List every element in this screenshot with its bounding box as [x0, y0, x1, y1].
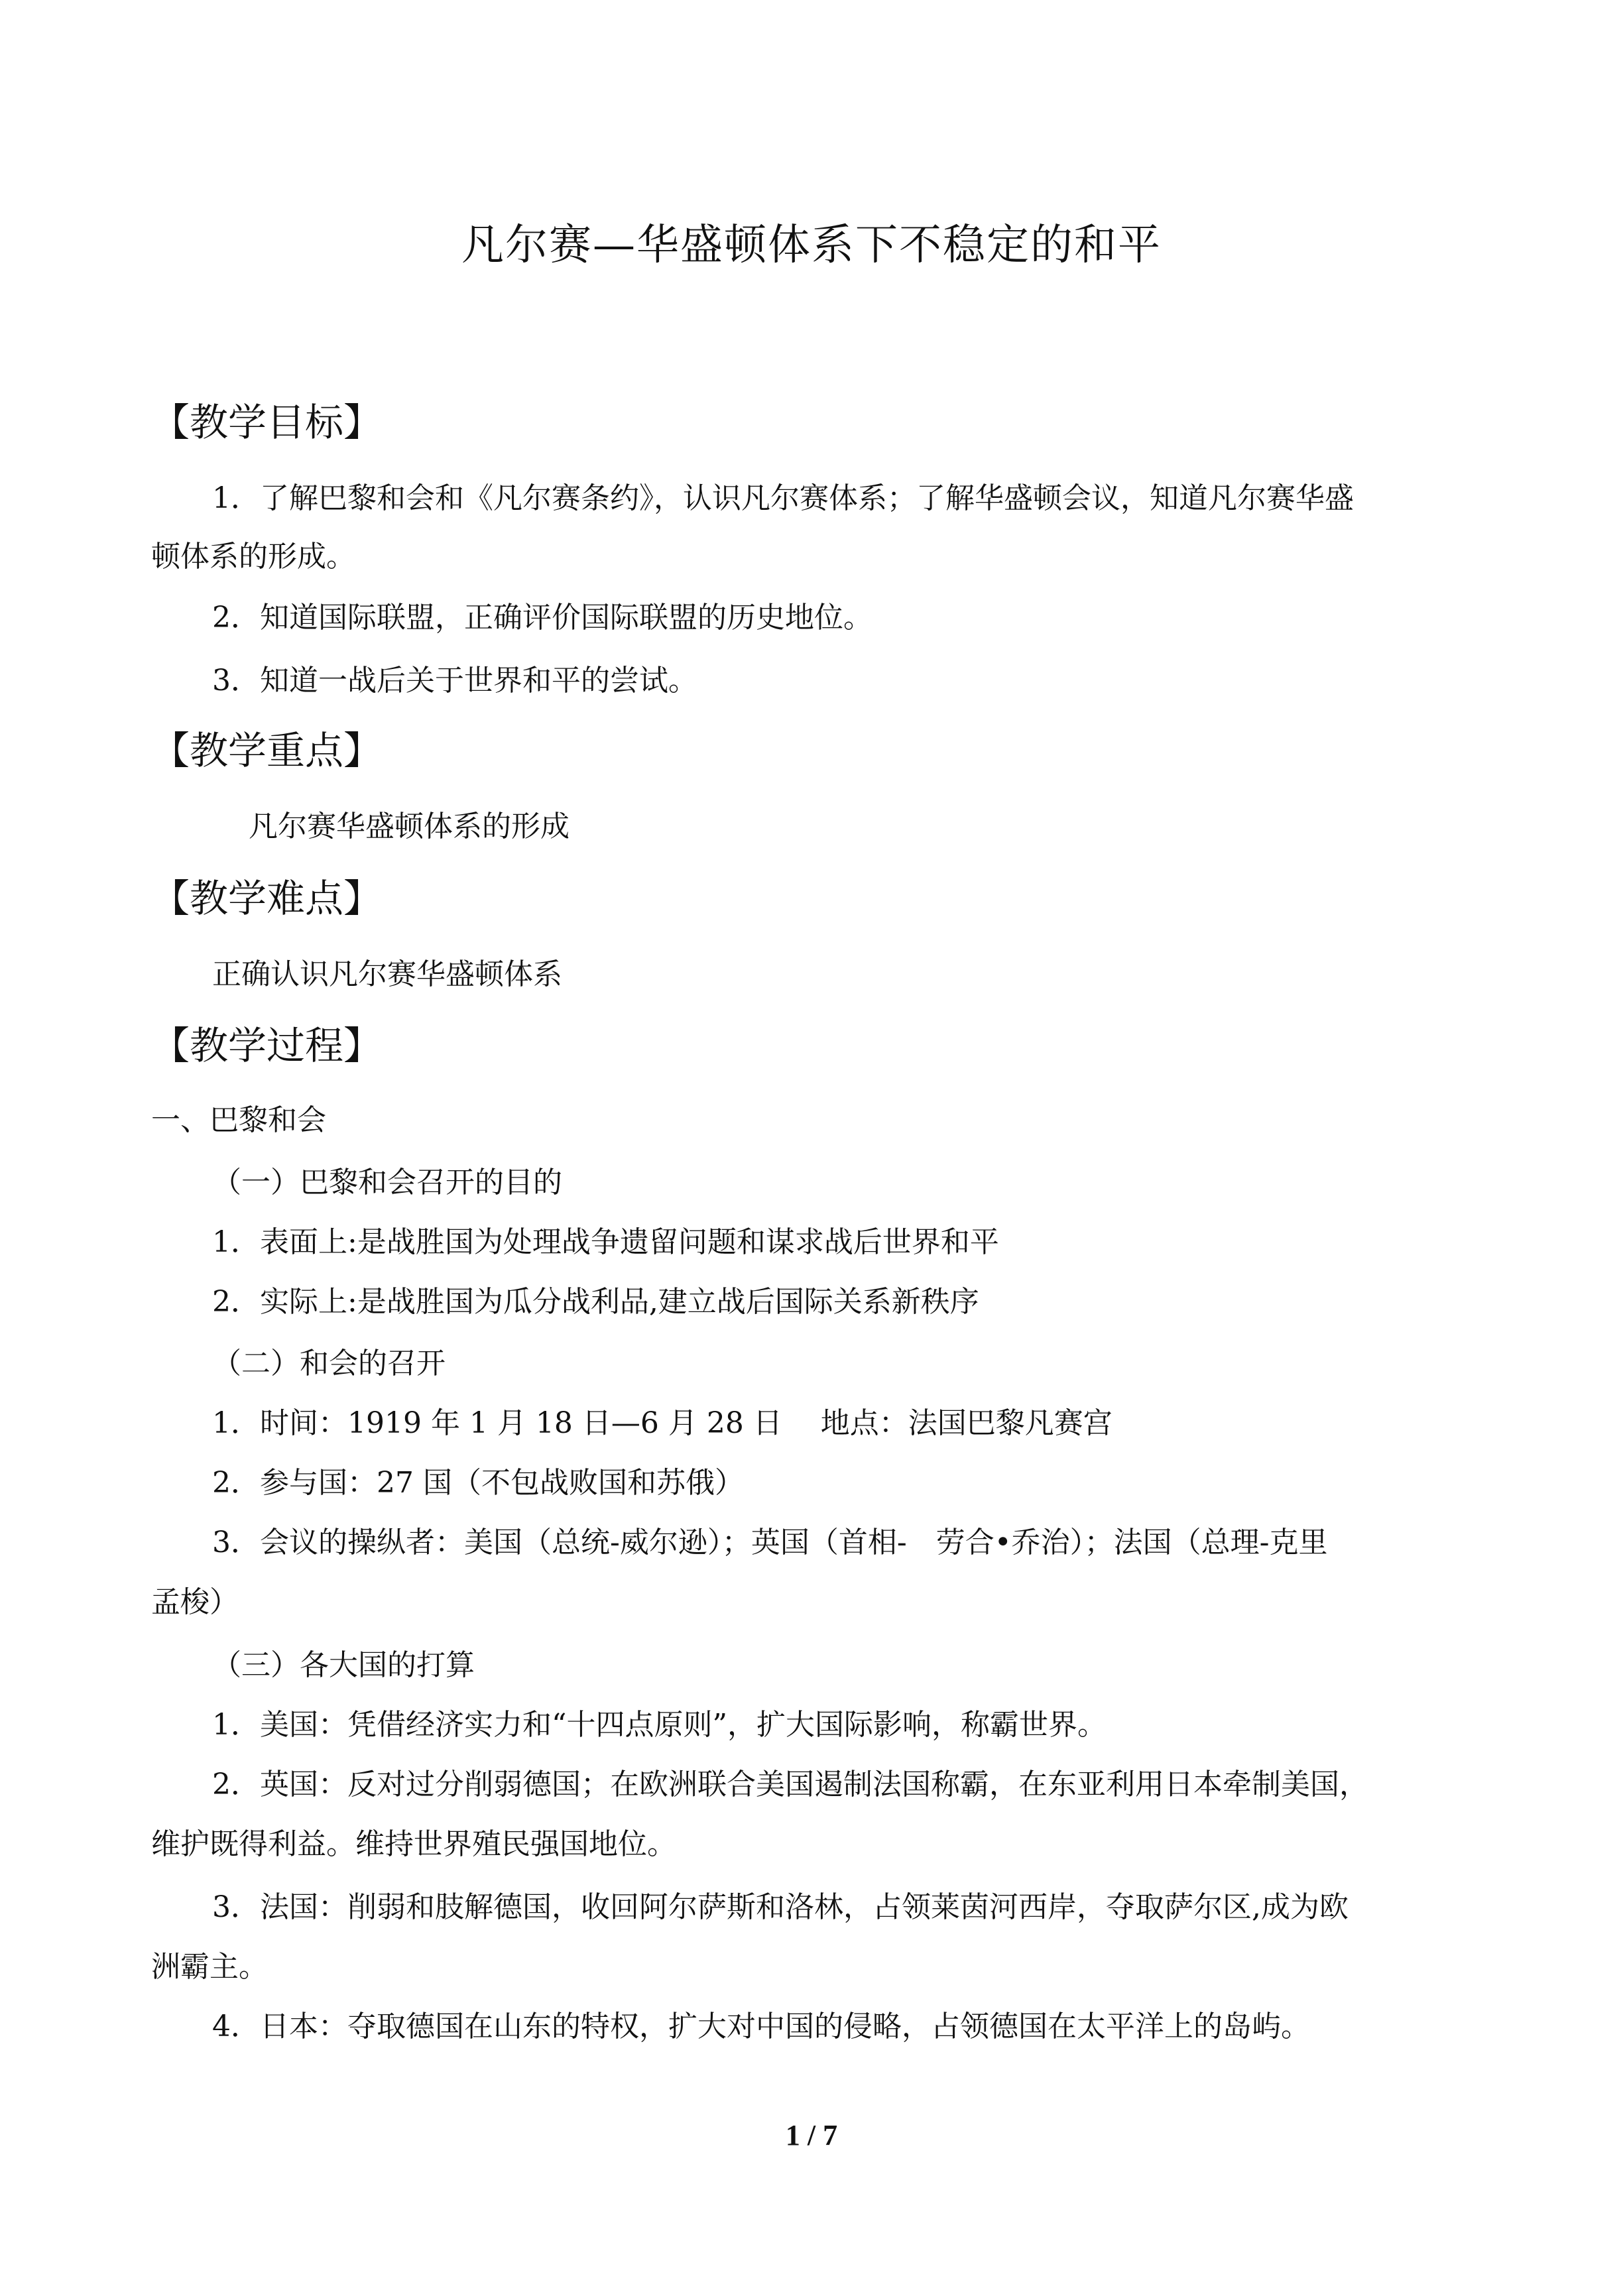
objective-item-1: 1．了解巴黎和会和《凡尔赛条约》，认识凡尔赛体系；了解华盛顿会议，知道凡尔赛华盛 — [212, 481, 1354, 515]
process-line: 3．法国：削弱和肢解德国，收回阿尔萨斯和洛林，占领莱茵河西岸，夺取萨尔区,成为欧 — [212, 1890, 1349, 1924]
process-section-1: 一、巴黎和会 — [151, 1103, 326, 1137]
process-subsection-2: （二）和会的召开 — [212, 1347, 446, 1380]
key-points-text: 凡尔赛华盛顿体系的形成 — [249, 810, 570, 843]
process-line-cont: 洲霸主。 — [151, 1950, 268, 1984]
process-line: 2．英国：反对过分削弱德国；在欧洲联合美国遏制法国称霸，在东亚利用日本牵制美国， — [212, 1768, 1368, 1801]
process-line: 1．美国：凭借经济实力和“十四点原则”，扩大国际影响，称霸世界。 — [212, 1708, 1107, 1742]
process-line: 1．表面上:是战胜国为处理战争遗留问题和谋求战后世界和平 — [212, 1225, 999, 1259]
process-subsection-1: （一）巴黎和会召开的目的 — [212, 1166, 562, 1199]
page-indicator: 1 / 7 — [785, 2119, 838, 2151]
document-title: 凡尔赛—华盛顿体系下不稳定的和平 — [461, 221, 1162, 270]
process-line: 4．日本：夺取德国在山东的特权，扩大对中国的侵略，占领德国在太平洋上的岛屿。 — [212, 2010, 1310, 2043]
process-line-cont: 孟梭） — [151, 1585, 239, 1619]
process-line: 1．时间：1919 年 1 月 18 日—6 月 28 日 地点：法国巴黎凡赛宫 — [212, 1406, 1112, 1440]
process-line: 3．会议的操纵者：美国（总统-威尔逊）；英国（首相- 劳合•乔治）；法国（总理-克里 — [212, 1526, 1328, 1559]
difficulties-text: 正确认识凡尔赛华盛顿体系 — [212, 957, 562, 991]
heading-difficulties: 【教学难点】 — [151, 876, 383, 921]
heading-objectives: 【教学目标】 — [151, 400, 383, 445]
process-subsection-3: （三）各大国的打算 — [212, 1648, 475, 1682]
objective-item-1-cont: 顿体系的形成。 — [151, 540, 355, 574]
heading-process: 【教学过程】 — [151, 1023, 383, 1068]
process-line-cont: 维护既得利益。维持世界殖民强国地位。 — [151, 1827, 676, 1861]
process-line: 2．实际上:是战胜国为瓜分战利品,建立战后国际关系新秩序 — [212, 1285, 979, 1319]
objective-item-2: 2．知道国际联盟，正确评价国际联盟的历史地位。 — [212, 601, 872, 634]
process-line: 2．参与国：27 国（不包战败国和苏俄） — [212, 1466, 744, 1500]
heading-key-points: 【教学重点】 — [151, 728, 383, 773]
objective-item-3: 3．知道一战后关于世界和平的尝试。 — [212, 664, 697, 697]
